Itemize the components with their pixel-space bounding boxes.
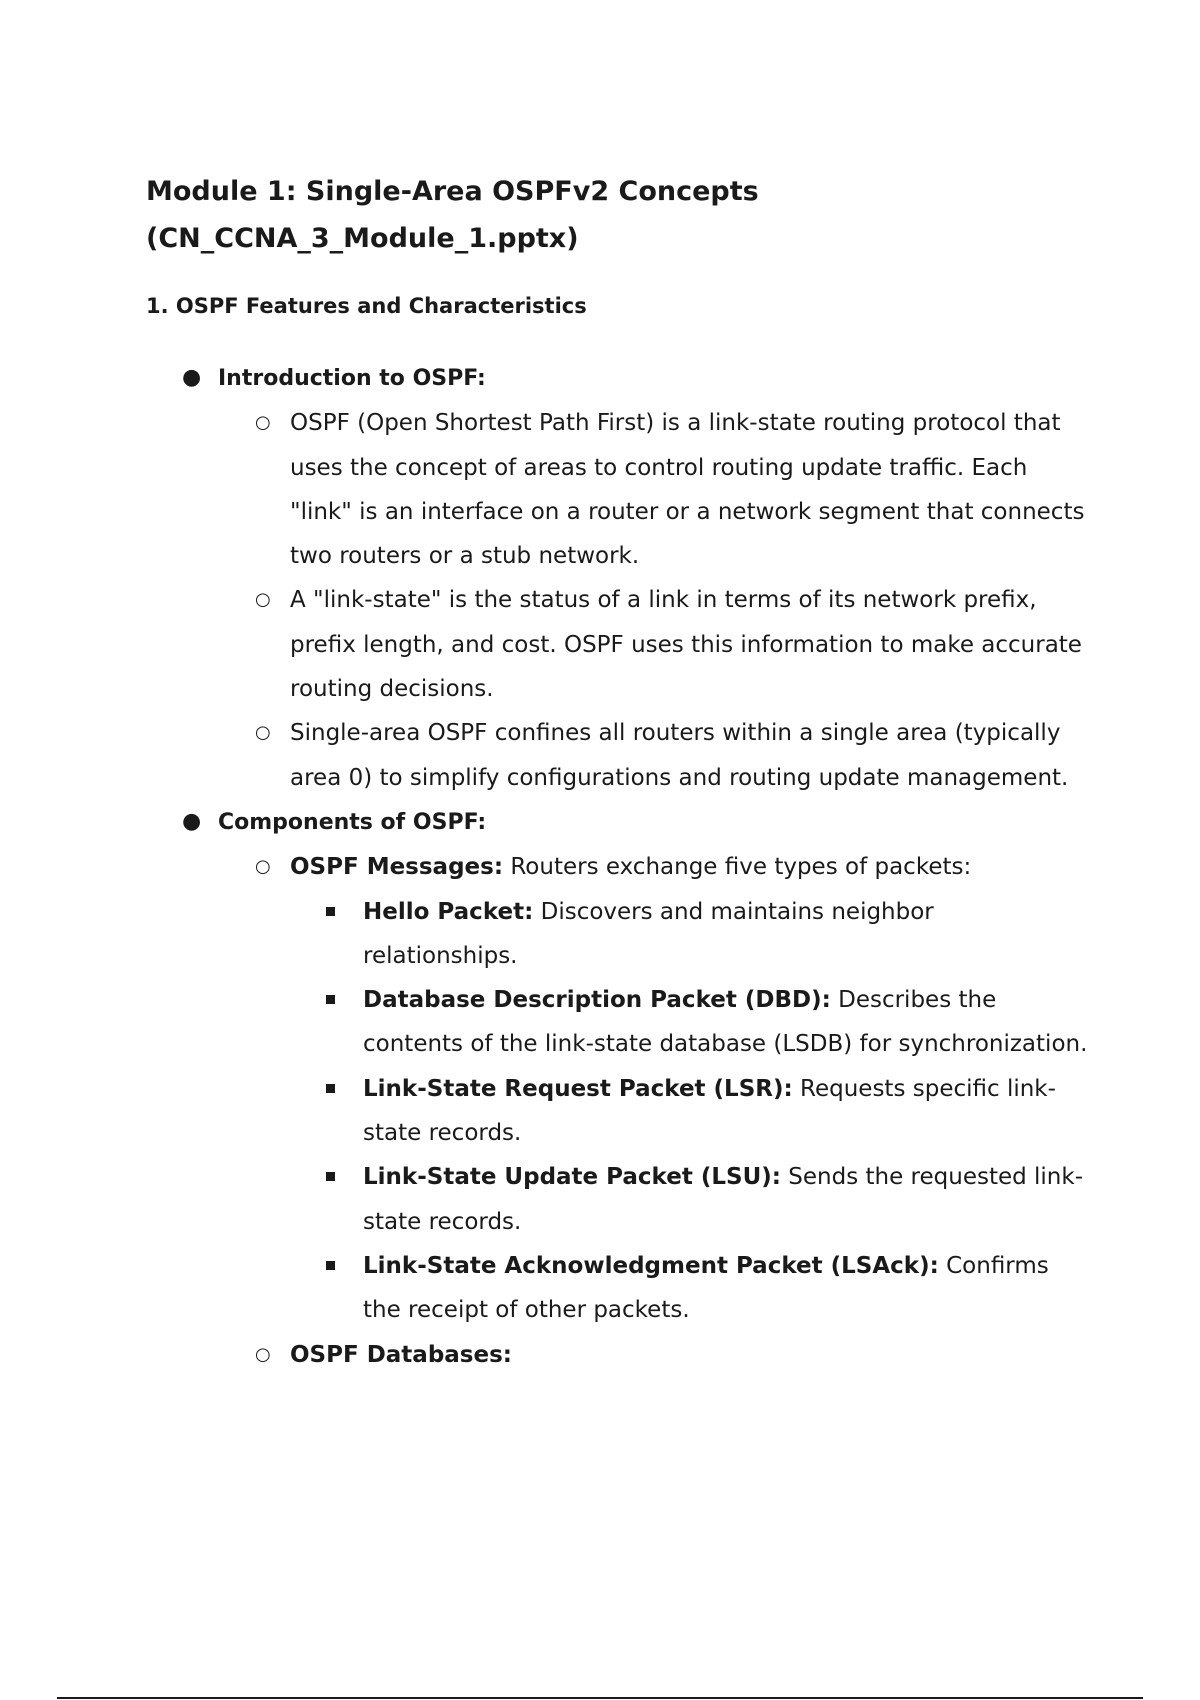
components-sublist bbox=[218, 845, 1098, 1377]
packet-desc: Sends the requested link-state records. bbox=[363, 1164, 1084, 1235]
packet-types-list bbox=[290, 890, 1090, 1333]
ospf-messages-term: OSPF Messages: bbox=[290, 854, 504, 881]
square-bullet-icon bbox=[326, 995, 335, 1004]
list-item-components bbox=[0, 800, 1098, 1377]
ospf-databases-term: OSPF Databases: bbox=[290, 1341, 512, 1368]
list-item-packet bbox=[363, 1067, 1090, 1156]
packet-term: Link-State Request Packet (LSR): bbox=[363, 1075, 793, 1102]
packet-desc: Discovers and maintains neighbor relationships. bbox=[363, 898, 934, 969]
packet-term: Hello Packet: bbox=[363, 898, 534, 925]
hollow-bullet-icon: ○ bbox=[255, 1343, 271, 1365]
list-item-packet bbox=[363, 978, 1090, 1067]
square-bullet-icon bbox=[326, 1084, 335, 1093]
list-item bbox=[255, 401, 1090, 578]
components-label: Components of OSPF: bbox=[218, 809, 487, 835]
hollow-bullet-icon: ○ bbox=[255, 589, 271, 611]
square-bullet-icon bbox=[326, 1261, 335, 1270]
list-item bbox=[255, 711, 1090, 800]
filled-bullet-icon: ● bbox=[182, 808, 202, 834]
introduction-sublist bbox=[218, 401, 1098, 800]
ospf-messages-text: Routers exchange five types of packets: bbox=[503, 854, 972, 881]
section-heading: 1. OSPF Features and Characteristics bbox=[146, 294, 587, 318]
hollow-bullet-icon: ○ bbox=[255, 722, 271, 744]
list-item-packet bbox=[363, 1244, 1090, 1333]
list-item-introduction bbox=[0, 356, 1098, 800]
list-item bbox=[255, 578, 1090, 711]
footer-divider bbox=[57, 1697, 1143, 1699]
hollow-bullet-icon: ○ bbox=[255, 412, 271, 434]
filled-bullet-icon: ● bbox=[182, 365, 202, 390]
intro-point-text: OSPF (Open Shortest Path First) is a link-state routing protocol that uses the concept of areas to control routing update traffic. Each "link" is an interface on a router or a network segment that connects two routers or a stub network. bbox=[290, 410, 1085, 570]
square-bullet-icon bbox=[326, 907, 335, 916]
introduction-label: Introduction to OSPF: bbox=[218, 366, 486, 391]
hollow-bullet-icon: ○ bbox=[255, 856, 271, 878]
document-body bbox=[0, 356, 1200, 1377]
packet-desc: Requests specific link-state records. bbox=[363, 1075, 1056, 1147]
main-bullet-list bbox=[0, 356, 1200, 1377]
list-item-ospf-databases bbox=[255, 1333, 1090, 1377]
packet-term: Database Description Packet (DBD): bbox=[363, 987, 831, 1014]
packet-desc: Confirms the receipt of other packets. bbox=[363, 1252, 1049, 1324]
intro-point-text: A "link-state" is the status of a link in terms of its network prefix, prefix length, and cost. OSPF uses this information to make accurate routing decisions. bbox=[290, 587, 1082, 703]
packet-term: Link-State Update Packet (LSU): bbox=[363, 1164, 781, 1191]
list-item-ospf-messages bbox=[255, 845, 1090, 1332]
list-item-packet bbox=[363, 890, 1090, 979]
list-item-packet bbox=[363, 1155, 1090, 1244]
document-title: Module 1: Single-Area OSPFv2 Concepts (CN_CCNA_3_Module_1.pptx) bbox=[146, 176, 759, 254]
square-bullet-icon bbox=[326, 1172, 335, 1181]
intro-point-text: Single-area OSPF confines all routers within a single area (typically area 0) to simplify configurations and routing update management. bbox=[290, 720, 1069, 791]
packet-term: Link-State Acknowledgment Packet (LSAck): bbox=[363, 1252, 939, 1279]
packet-desc: Describes the contents of the link-state database (LSDB) for synchronization. bbox=[363, 987, 1088, 1058]
